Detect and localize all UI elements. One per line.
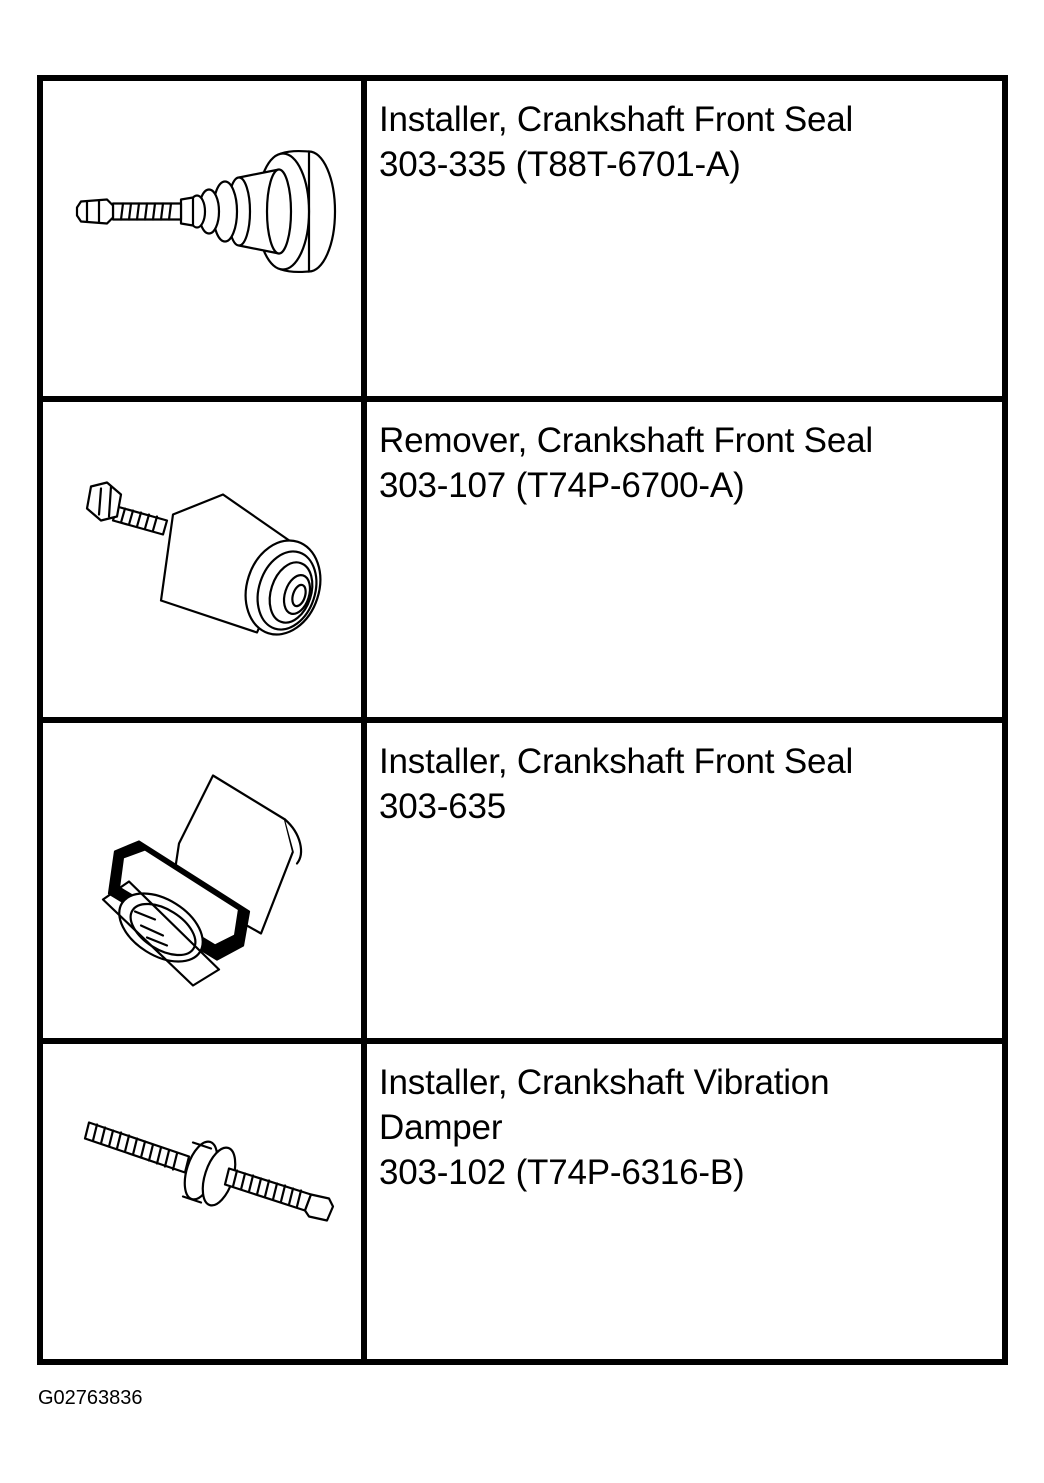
- tool-name: Installer, Crankshaft Front Seal: [379, 742, 854, 781]
- tool-description-cell: [367, 402, 1002, 717]
- tool-description-cell: [367, 81, 1002, 396]
- tool-description-cell: [367, 723, 1002, 1038]
- tool-part-number: 303-335 (T88T-6701-A): [379, 145, 741, 184]
- tool-name: Remover, Crankshaft Front Seal: [379, 421, 873, 460]
- vibration-damper-installer-icon: [43, 1044, 361, 1359]
- figure-reference-code: G02763836: [38, 1387, 143, 1409]
- tool-illustration-cell: [43, 1044, 361, 1359]
- tool-part-number: 303-635: [379, 787, 507, 826]
- tool-name: Installer, Crankshaft Front Seal: [379, 100, 854, 139]
- tool-illustration-cell: [43, 402, 361, 717]
- tool-part-number: 303-102 (T74P-6316-B): [379, 1153, 745, 1192]
- tool-name-continued: Damper: [379, 1108, 503, 1147]
- tool-illustration-cell: [43, 723, 361, 1038]
- tool-illustration-cell: [43, 81, 361, 396]
- crankshaft-front-seal-installer-icon: [43, 81, 361, 396]
- tool-name: Installer, Crankshaft Vibration: [379, 1063, 830, 1102]
- tool-part-number: 303-107 (T74P-6700-A): [379, 466, 745, 505]
- tool-description-cell: [367, 1044, 1002, 1359]
- crankshaft-front-seal-remover-icon: [43, 402, 361, 717]
- special-tools-table: [37, 75, 1008, 1365]
- crankshaft-front-seal-installer-sleeve-icon: [43, 723, 361, 1038]
